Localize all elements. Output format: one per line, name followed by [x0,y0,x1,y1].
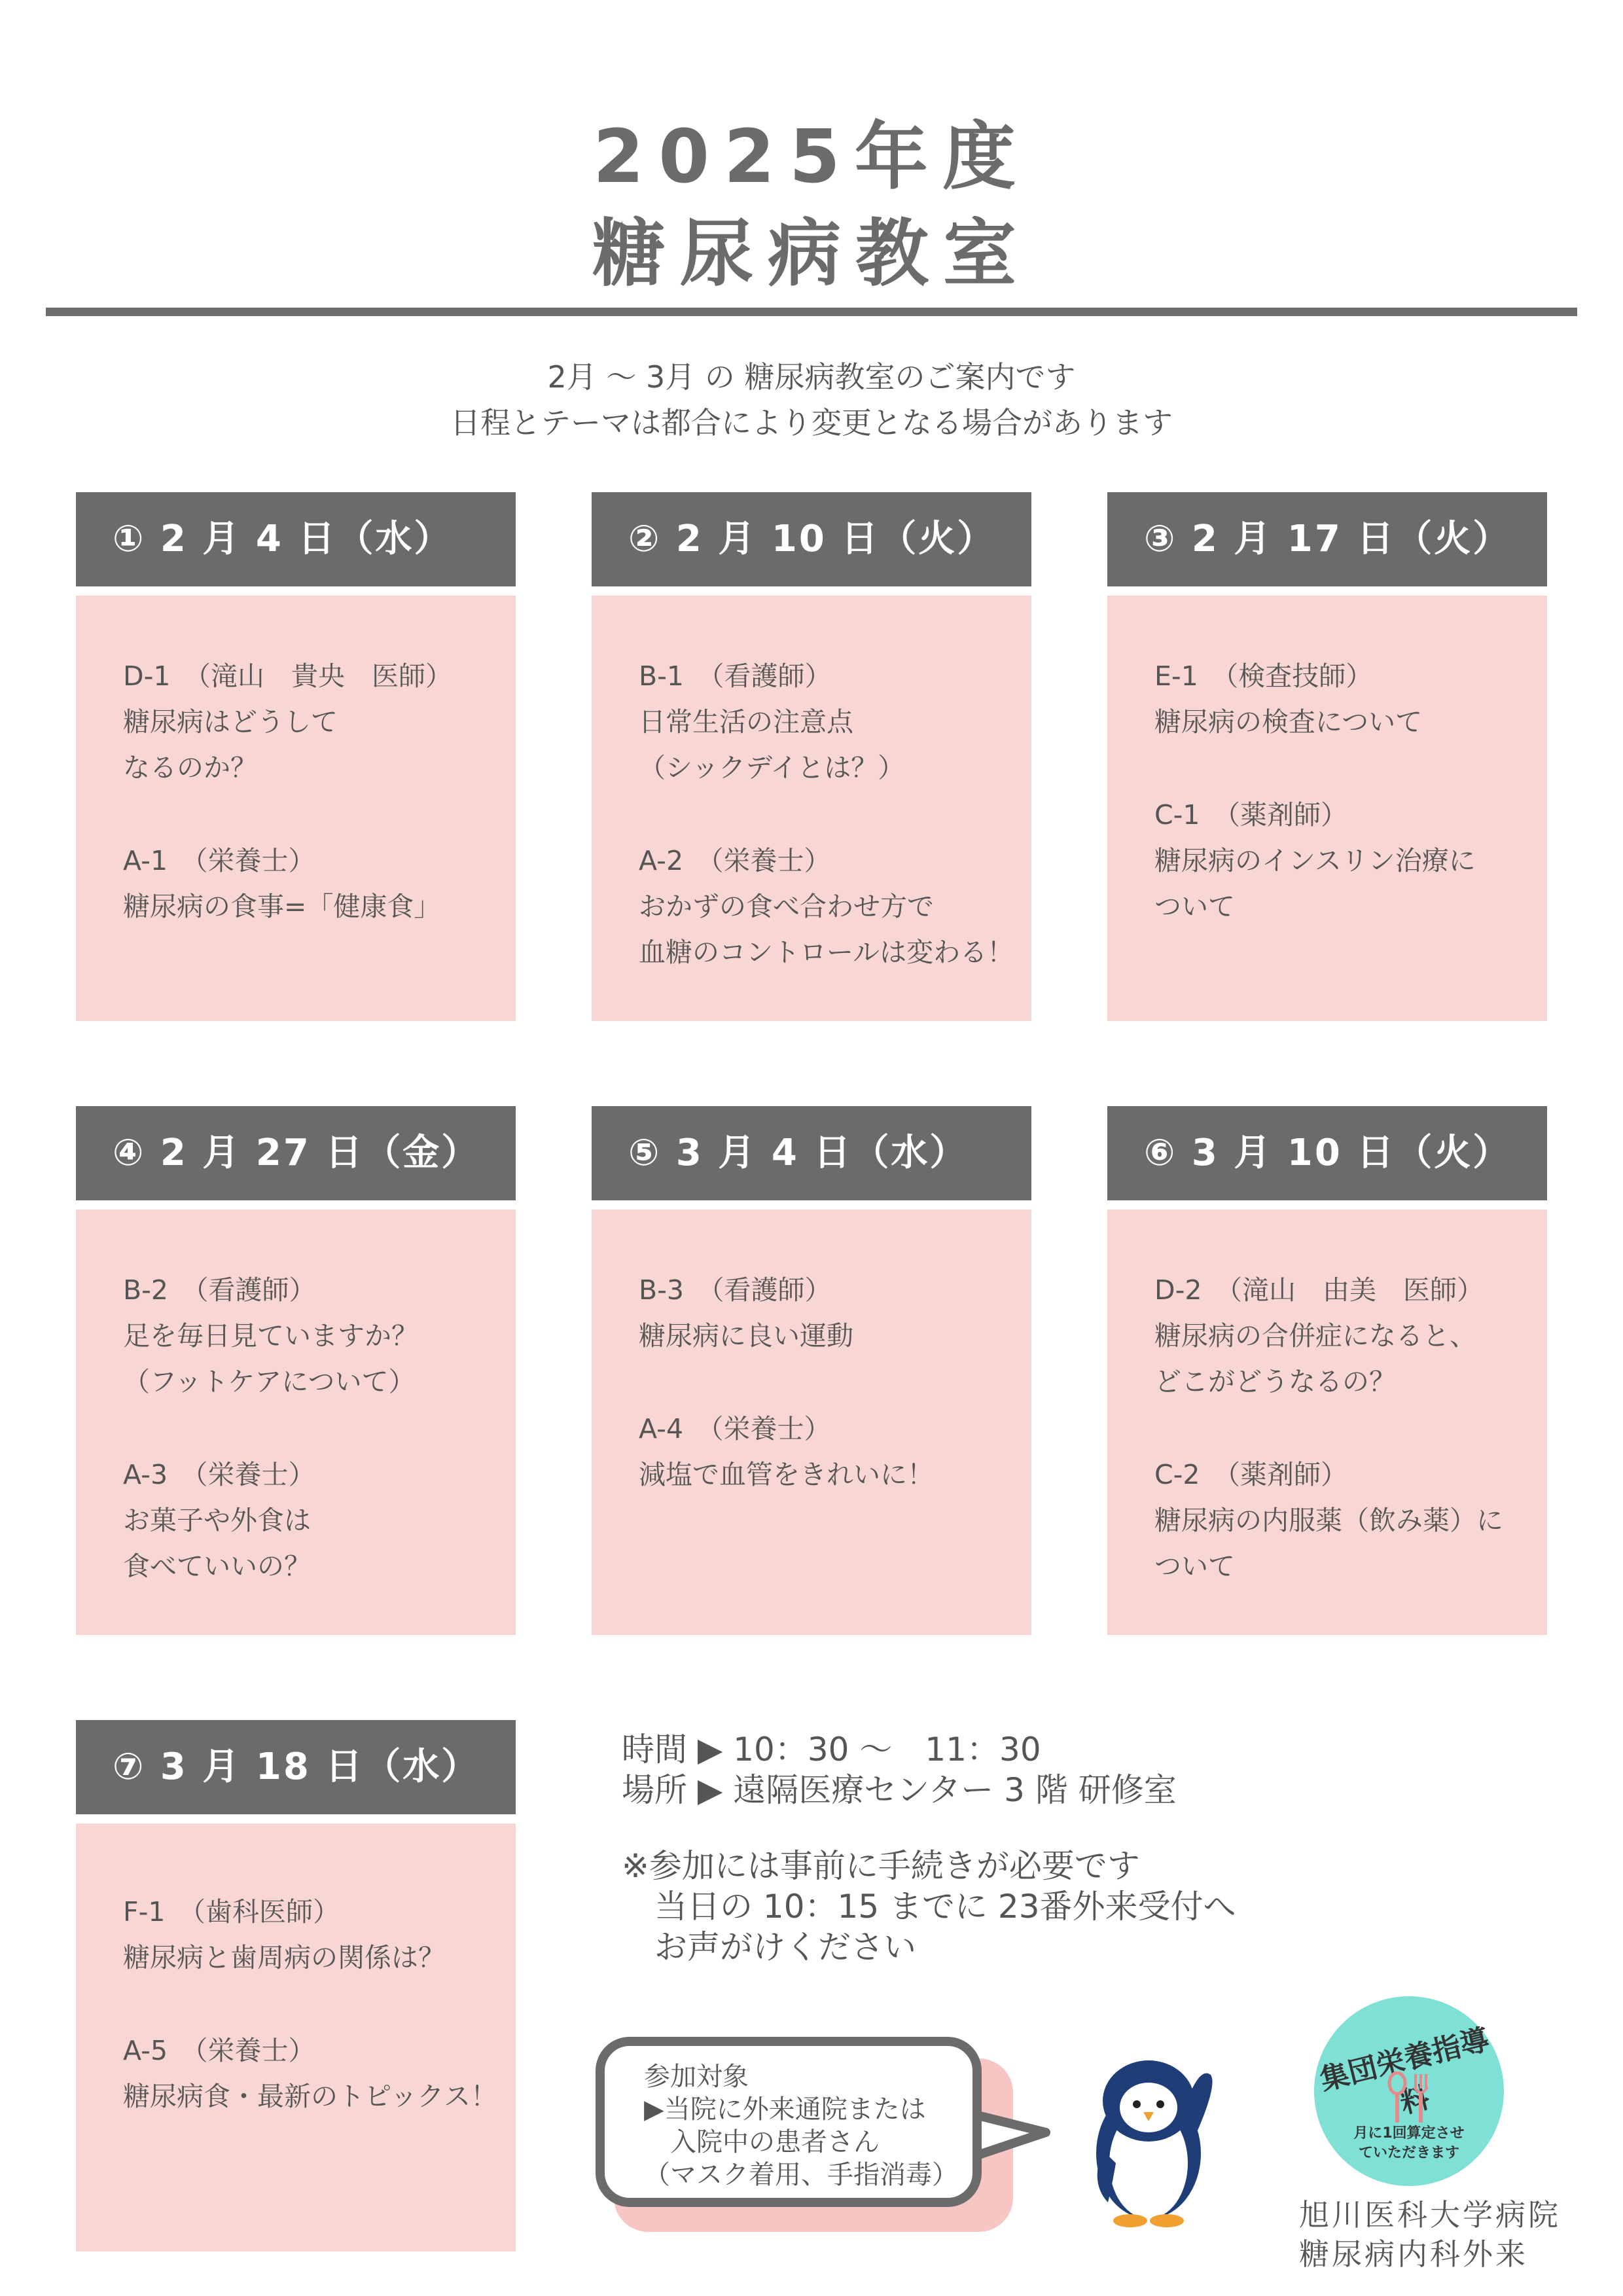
badge-note [1314,2124,1504,2163]
bubble-line-1: ▶当院に外来通院または [644,2094,926,2125]
intro-line-2: 日程とテーマは都合により変更となる場合があります [450,405,1173,440]
badge-note-line-1: 月に1回算定させ [1353,2125,1465,2142]
topic-b-line-2: ついて [1154,891,1235,922]
session-card-5 [592,1106,1031,1635]
topic-b-heading: A-3 （栄養士） [123,1459,315,1490]
topic-a-line-2: どこがどうなるの？ [1154,1366,1396,1397]
session-topics [76,1823,516,2251]
topic-b-line-1: 減塩で血管をきれいに！ [639,1459,934,1490]
topic-a-line-2: （フットケアについて） [123,1366,416,1397]
target-audience-bubble [596,2037,982,2207]
session-card-7 [76,1720,516,2251]
session-date: ⑦ 3 月 18 日（水） [76,1720,516,1814]
session-topics [1107,596,1547,1021]
topic-a-line-1: 糖尿病に良い運動 [639,1320,853,1352]
page-title: 糖尿病教室 [592,211,1031,296]
topic-a-heading: F-1 （歯科医師） [123,1896,340,1928]
session-card-3 [1107,492,1547,1021]
department-name: 糖尿病内科外来 [1299,2236,1528,2272]
time-info: 時間 ▶ 10：30 ～ 11：30 [622,1731,1041,1768]
session-card-4 [76,1106,516,1635]
session-topics [592,596,1031,1021]
topic-b-line-1: おかずの食べ合わせ方で [639,891,934,922]
topic-b-line-1: 糖尿病食・最新のトピックス！ [123,2081,497,2112]
title-divider [46,308,1577,316]
topic-b-line-1: 糖尿病の内服薬（飲み薬）に [1154,1505,1503,1536]
hospital-name: 旭川医科大学病院 [1299,2197,1561,2233]
session-topics [76,596,516,1021]
topic-a-heading: B-1 （看護師） [639,660,832,692]
topic-b-line-1: 糖尿病の食事=「健康食」 [123,891,441,922]
place-info: 場所 ▶ 遠隔医療センター 3 階 研修室 [622,1771,1177,1809]
topic-b-heading: A-5 （栄養士） [123,2035,315,2066]
intro-line-1: 2月 ～ 3月 の 糖尿病教室のご案内です [547,359,1076,395]
topic-a-heading: B-3 （看護師） [639,1274,832,1306]
topic-b-line-2: 食べていいの？ [123,1551,311,1582]
session-date: ② 2 月 10 日（火） [592,492,1031,586]
spoon-fork-icon [1383,2072,1435,2124]
topic-b-heading: A-2 （栄養士） [639,845,831,876]
topic-a-line-1: 糖尿病の合併症になると、 [1154,1320,1476,1352]
bubble-line-3: （マスク着用、手指消毒） [644,2160,958,2190]
topic-a-line-1: 糖尿病の検査について [1154,706,1423,738]
registration-note-3: お声がけください [622,1928,916,1966]
topic-a-heading: D-2 （滝山 由美 医師） [1154,1274,1484,1306]
bubble-title: 参加対象 [644,2062,749,2092]
session-card-2 [592,492,1031,1021]
topic-a-heading: E-1 （検査技師） [1154,660,1373,692]
topic-a-line-1: 糖尿病と歯周病の関係は？ [123,1942,445,1973]
topic-b-heading: C-2 （薬剤師） [1154,1459,1348,1490]
topic-b-heading: C-1 （薬剤師） [1154,799,1348,831]
session-date: ⑤ 3 月 4 日（水） [592,1106,1031,1200]
topic-b-line-2: 血糖のコントロールは変わる！ [639,937,1014,968]
session-topics [76,1210,516,1635]
badge-note-line-2: ていただきます [1358,2145,1459,2161]
topic-b-line-2: ついて [1154,1551,1235,1582]
session-card-6 [1107,1106,1547,1635]
penguin-mascot-icon [1083,2039,1234,2229]
nutrition-guidance-badge [1314,1996,1504,2186]
topic-a-line-2: なるのか？ [123,752,257,783]
session-date: ⑥ 3 月 10 日（火） [1107,1106,1547,1200]
topic-a-line-1: 糖尿病はどうして [123,706,338,738]
registration-note-2: 当日の 10：15 までに 23番外来受付へ [622,1888,1236,1926]
topic-a-line-2: （シックデイとは？） [639,752,905,783]
bubble-line-2: 入院中の患者さん [644,2127,880,2157]
session-date: ① 2 月 4 日（水） [76,492,516,586]
session-topics [592,1210,1031,1635]
session-date: ④ 2 月 27 日（金） [76,1106,516,1200]
session-date: ③ 2 月 17 日（火） [1107,492,1547,586]
topic-a-heading: D-1 （滝山 貴央 医師） [123,660,452,692]
topic-b-line-1: 糖尿病のインスリン治療に [1154,845,1476,876]
topic-b-line-1: お菓子や外食は [123,1505,311,1536]
topic-b-heading: A-1 （栄養士） [123,845,315,876]
registration-note-1: ※参加には事前に手続きが必要です [622,1847,1140,1885]
topic-a-heading: B-2 （看護師） [123,1274,316,1306]
session-card-1 [76,492,516,1021]
page-title-year: 2025年度 [593,115,1030,200]
topic-a-line-1: 足を毎日見ていますか？ [123,1320,418,1352]
topic-a-line-1: 日常生活の注意点 [639,706,853,738]
topic-b-heading: A-4 （栄養士） [639,1413,831,1444]
session-topics [1107,1210,1547,1635]
badge-title: 集団栄養指導料 [1317,2022,1493,2121]
